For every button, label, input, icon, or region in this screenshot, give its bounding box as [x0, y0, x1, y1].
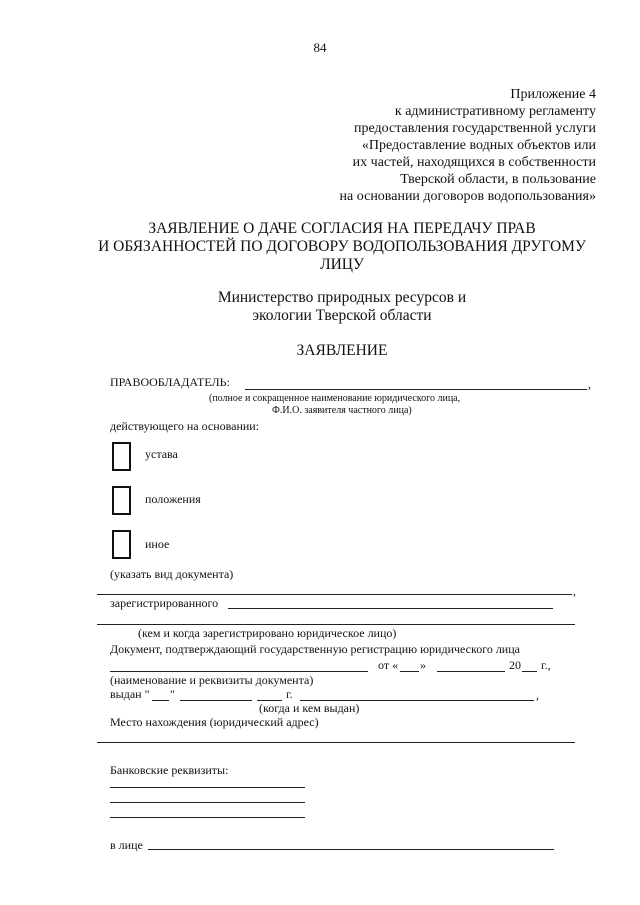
doc-type-comma: , — [573, 584, 576, 598]
issued-hint: (когда и кем выдан) — [259, 701, 360, 715]
rightholder-comma: , — [588, 377, 591, 391]
issued-g: г. — [286, 687, 293, 701]
issued-close-quote: " — [170, 687, 175, 701]
bank-line-2[interactable] — [110, 802, 305, 803]
registered-input-line-2[interactable] — [97, 624, 575, 625]
ministry-line-1: Министерство природных ресурсов и — [217, 289, 467, 306]
ministry-line-2: экологии Тверской области — [252, 307, 432, 324]
issued-comma: , — [536, 688, 539, 702]
page-number: 84 — [313, 40, 327, 55]
rightholder-hint-2: Ф.И.О. заявителя частного лица) — [272, 405, 412, 416]
title-line-1: ЗАЯВЛЕНИЕ О ДАЧЕ СОГЛАСИЯ НА ПЕРЕДАЧУ ПРАВ — [148, 220, 536, 237]
statement-heading: ЗАЯВЛЕНИЕ — [296, 342, 388, 359]
bank-line-1[interactable] — [110, 787, 305, 788]
reg-doc-label: Документ, подтверждающий государственную регистрацию юридического лица — [110, 642, 520, 656]
person-label: в лице — [110, 838, 143, 852]
rightholder-label: ПРАВООБЛАДАТЕЛЬ: — [110, 375, 230, 389]
bank-line-3[interactable] — [110, 817, 305, 818]
from-month-line[interactable] — [437, 671, 505, 672]
doc-name-hint: (наименование и реквизиты документа) — [110, 673, 314, 687]
year-line[interactable] — [522, 671, 537, 672]
rightholder-input-line[interactable] — [245, 389, 587, 390]
appendix-line-4: «Предоставление водных объектов или — [361, 138, 596, 153]
title-line-3: ЛИЦУ — [320, 256, 364, 273]
registered-input-line[interactable] — [228, 608, 553, 609]
appendix-line-5: их частей, находящихся в собственности — [352, 155, 596, 170]
doc-type-input-line[interactable] — [97, 594, 572, 595]
year-suffix: г., — [541, 658, 551, 672]
location-label: Место нахождения (юридический адрес) — [110, 715, 319, 729]
option-polozhenie-label: положения — [145, 492, 201, 506]
appendix-line-1: Приложение 4 — [510, 87, 596, 102]
title-line-2: И ОБЯЗАННОСТЕЙ ПО ДОГОВОРУ ВОДОПОЛЬЗОВАНИЯ ДРУГОМУ — [98, 238, 586, 255]
option-ustav-label: устава — [145, 447, 178, 461]
rightholder-hint-1: (полное и сокращенное наименование юридического лица, — [209, 393, 461, 404]
from-day-line[interactable] — [400, 671, 419, 672]
bank-label: Банковские реквизиты: — [110, 763, 229, 777]
from-label: от « — [378, 658, 399, 672]
issued-day-line[interactable] — [152, 700, 169, 701]
person-input-line[interactable] — [148, 849, 554, 850]
doc-type-label: (указать вид документа) — [110, 567, 234, 581]
issued-label: выдан " — [110, 687, 150, 701]
polozhenie-checkbox[interactable] — [112, 486, 131, 515]
basis-label: действующего на основании: — [110, 419, 260, 433]
appendix-line-2: к административному регламенту — [394, 104, 596, 119]
reg-doc-name-line[interactable] — [110, 671, 368, 672]
from-close-quote: » — [420, 658, 426, 672]
option-inoe-label: иное — [145, 537, 170, 551]
appendix-line-3: предоставления государственной услуги — [354, 121, 596, 136]
registered-label: зарегистрированного — [110, 596, 219, 610]
issued-month-line[interactable] — [180, 700, 252, 701]
inoe-checkbox[interactable] — [112, 530, 131, 559]
appendix-line-6: Тверской области, в пользование — [400, 172, 596, 187]
location-input-line[interactable] — [97, 742, 575, 743]
registered-hint: (кем и когда зарегистрировано юридическое лицо) — [138, 626, 397, 640]
ustav-checkbox[interactable] — [112, 442, 131, 471]
appendix-line-7: на основании договоров водопользования» — [339, 189, 596, 204]
year-prefix: 20 — [509, 658, 521, 672]
